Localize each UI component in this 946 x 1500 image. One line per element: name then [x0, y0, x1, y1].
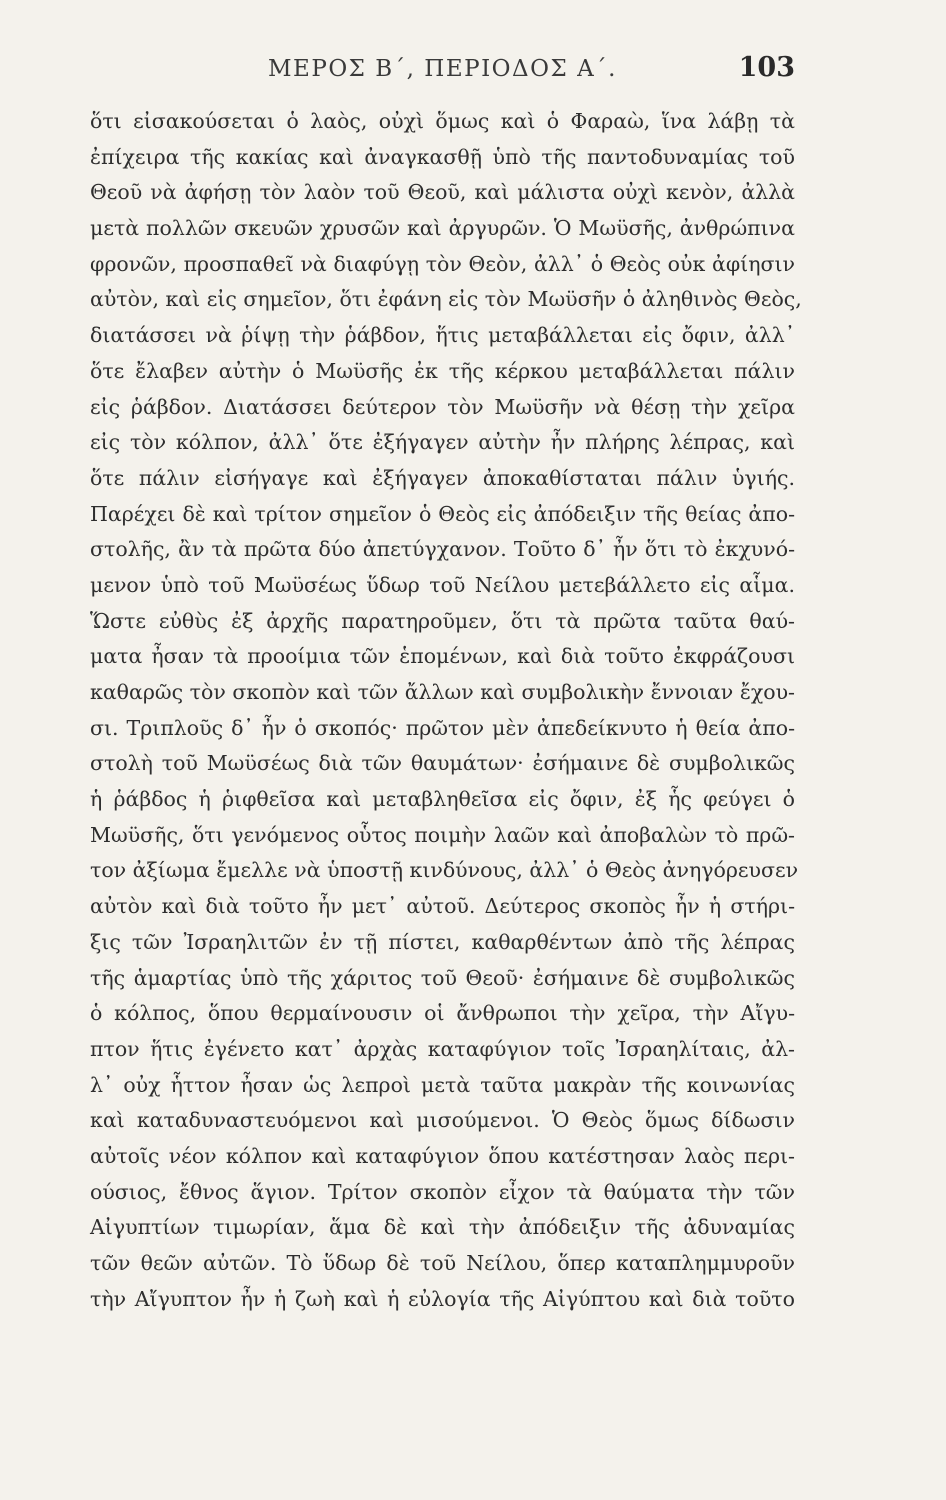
text-line: τον ἀξίωμα ἔμελλε νὰ ὑποστῇ κινδύνους, ἀλλ᾽ ὁ Θεὸς ἀνηγόρευσεν: [90, 858, 799, 883]
running-title: ΜΕΡΟΣ Β΄, ΠΕΡΙΟΔΟΣ Α΄.: [268, 56, 617, 82]
text-line: ὅτι εἰσακούσεται ὁ λαὸς, οὐχὶ ὅμως καὶ ὁ Φαραὼ, ἵνα λάβῃ τὰ: [90, 109, 795, 133]
text-line: Θεοῦ νὰ ἀφήσῃ τὸν λαὸν τοῦ Θεοῦ, καὶ μάλιστα οὐχὶ κενὸν, ἀλλὰ: [90, 180, 795, 205]
text-line: ματα ἦσαν τὰ προοίμια τῶν ἑπομένων, καὶ διὰ τοῦτο ἐκφράζουσι: [90, 644, 795, 669]
text-line: τὴν Αἴγυπτον ἦν ἡ ζωὴ καὶ ἡ εὐλογία τῆς Αἰγύπτου καὶ διὰ τοῦτο: [90, 1286, 795, 1311]
text-line: φρονῶν, προσπαθεῖ νὰ διαφύγῃ τὸν Θεὸν, ἀλλ᾽ ὁ Θεὸς οὐκ ἀφίησιν: [90, 251, 795, 276]
text-line: διατάσσει νὰ ῥίψῃ τὴν ῥάβδον, ἥτις μεταβάλλεται εἰς ὄφιν, ἀλλ᾽: [90, 323, 795, 348]
text-line: ὅτε πάλιν εἰσήγαγε καὶ ἐξήγαγεν ἀποκαθίσταται πάλιν ὑγιής.: [90, 465, 795, 490]
text-line: καὶ καταδυναστευόμενοι καὶ μισούμενοι. Ὁ Θεὸς ὅμως δίδωσιν: [90, 1108, 795, 1133]
text-line: ἡ ῥάβδος ἡ ῥιφθεῖσα καὶ μεταβληθεῖσα εἰς ὄφιν, ἐξ ἧς φεύγει ὁ: [90, 787, 795, 812]
body-text: [90, 104, 802, 1317]
text-line: ὁ κόλπος, ὅπου θερμαίνουσιν οἱ ἄνθρωποι τὴν χεῖρα, τὴν Αἴγυ-: [90, 1001, 795, 1026]
text-line: ξις τῶν Ἰσραηλιτῶν ἐν τῇ πίστει, καθαρθέντων ἀπὸ τῆς λέπρας: [90, 929, 795, 954]
text-line: ούσιος, ἔθνος ἅγιον. Τρίτον σκοπὸν εἶχον τὰ θαύματα τὴν τῶν: [90, 1179, 795, 1204]
text-line: αὐτὸν καὶ διὰ τοῦτο ἦν μετ᾽ αὐτοῦ. Δεύτερος σκοπὸς ἦν ἡ στήρι-: [90, 894, 795, 919]
text-line: ἐπίχειρα τῆς κακίας καὶ ἀναγκασθῇ ὑπὸ τῆς παντοδυναμίας τοῦ: [90, 144, 795, 169]
running-head: [90, 52, 795, 88]
text-line: εἰς τὸν κόλπον, ἀλλ᾽ ὅτε ἐξήγαγεν αὐτὴν ἦν πλήρης λέπρας, καὶ: [90, 430, 795, 455]
text-line: πτον ἥτις ἐγένετο κατ᾽ ἀρχὰς καταφύγιον τοῖς Ἰσραηλίταις, ἀλ-: [90, 1036, 795, 1061]
text-line: λ᾽ οὐχ ἧττον ἦσαν ὡς λεπροὶ μετὰ ταῦτα μακρὰν τῆς κοινωνίας: [90, 1072, 795, 1097]
text-line: τῆς ἁμαρτίας ὑπὸ τῆς χάριτος τοῦ Θεοῦ· ἐσήμαινε δὲ συμβολικῶς: [90, 965, 795, 990]
text-line: αὐτὸν, καὶ εἰς σημεῖον, ὅτι ἐφάνη εἰς τὸν Μωϋσῆν ὁ ἀληθινὸς Θεὸς,: [90, 287, 802, 312]
text-line: Ὥστε εὐθὺς ἐξ ἀρχῆς παρατηροῦμεν, ὅτι τὰ πρῶτα ταῦτα θαύ-: [90, 608, 795, 633]
text-line: εἰς ῥάβδον. Διατάσσει δεύτερον τὸν Μωϋσῆν νὰ θέσῃ τὴν χεῖρα: [90, 394, 795, 419]
text-line: μενον ὑπὸ τοῦ Μωϋσέως ὕδωρ τοῦ Νείλου μετεβάλλετο εἰς αἷμα.: [90, 572, 795, 597]
text-line: μετὰ πολλῶν σκευῶν χρυσῶν καὶ ἀργυρῶν. Ὁ Μωϋσῆς, ἀνθρώπινα: [90, 216, 795, 241]
text-line: Μωϋσῆς, ὅτι γενόμενος οὗτος ποιμὴν λαῶν καὶ ἀποβαλὼν τὸ πρῶ-: [90, 822, 795, 847]
text-line: καθαρῶς τὸν σκοπὸν καὶ τῶν ἄλλων καὶ συμβολικὴν ἔννοιαν ἔχου-: [90, 680, 795, 704]
text-line: στολῆς, ἂν τὰ πρῶτα δύο ἀπετύγχανον. Τοῦτο δ᾽ ἦν ὅτι τὸ ἐκχυνό-: [90, 537, 795, 562]
text-line: στολὴ τοῦ Μωϋσέως διὰ τῶν θαυμάτων· ἐσήμαινε δὲ συμβολικῶς: [90, 751, 795, 776]
text-line: Παρέχει δὲ καὶ τρίτον σημεῖον ὁ Θεὸς εἰς ἀπόδειξιν τῆς θείας ἀπο-: [90, 501, 795, 526]
text-line: σι. Τριπλοῦς δ᾽ ἦν ὁ σκοπός· πρῶτον μὲν ἀπεδείκνυτο ἡ θεία ἀπο-: [90, 715, 795, 740]
text-line: τῶν θεῶν αὐτῶν. Τὸ ὕδωρ δὲ τοῦ Νείλου, ὅπερ καταπλημμυροῦν: [90, 1251, 795, 1275]
text-line: αὐτοῖς νέον κόλπον καὶ καταφύγιον ὅπου κατέστησαν λαὸς περι-: [90, 1143, 795, 1168]
page-number: 103: [738, 52, 795, 83]
text-line: ὅτε ἔλαβεν αὐτὴν ὁ Μωϋσῆς ἐκ τῆς κέρκου μεταβάλλεται πάλιν: [90, 358, 795, 383]
text-line: Αἰγυπτίων τιμωρίαν, ἅμα δὲ καὶ τὴν ἀπόδειξιν τῆς ἀδυναμίας: [90, 1215, 795, 1240]
